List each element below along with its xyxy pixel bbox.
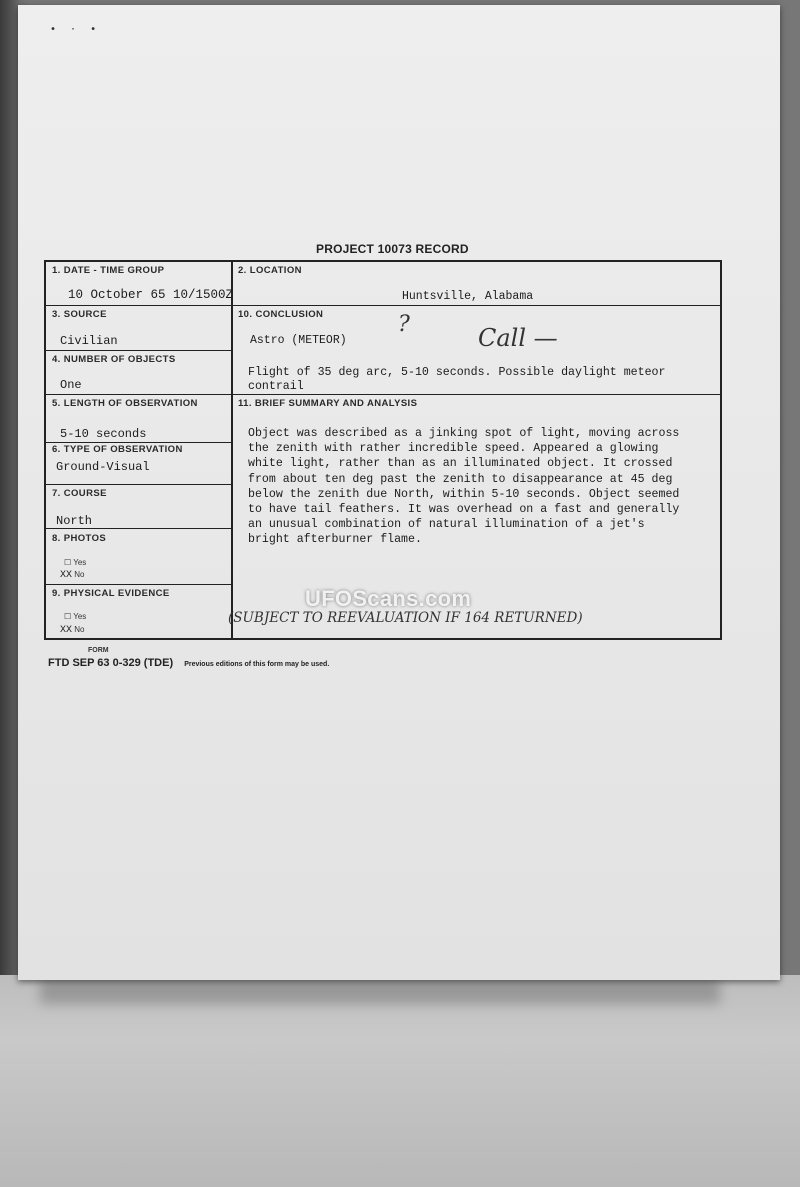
previous-editions-note: Previous editions of this form may be used. <box>184 661 330 668</box>
type-of-observation-value: Ground-Visual <box>56 460 150 474</box>
form-title: PROJECT 10073 RECORD <box>316 242 469 256</box>
source-value: Civilian <box>60 334 118 348</box>
summary-line: Object was described as a jinking spot of light, moving across <box>248 427 680 440</box>
conclusion-value: Astro (METEOR) <box>250 334 347 347</box>
handwritten-call-note: Call — <box>478 324 558 352</box>
column-divider <box>231 262 233 638</box>
photos-yes-label: Yes <box>73 558 87 567</box>
photos-no-option <box>60 570 84 581</box>
physical-evidence-no-option <box>60 625 84 636</box>
conclusion-detail-line1: Flight of 35 deg arc, 5-10 seconds. Possible daylight meteor <box>248 366 666 379</box>
length-of-observation-label: 5. LENGTH OF OBSERVATION <box>52 398 198 409</box>
photos-yes-option <box>64 558 86 567</box>
date-time-group-label: 1. DATE - TIME GROUP <box>52 265 165 276</box>
form-identifier: FTD SEP 63 0-329 (TDE) <box>48 657 174 669</box>
summary-line: below the zenith due North, within 5-10 seconds. Object seemed <box>248 487 680 501</box>
row-divider <box>46 528 232 529</box>
summary-line: from about ten deg past the zenith to disappearance at 45 deg <box>248 472 673 486</box>
summary-line: to have tail feathers. It was overhead on a fast and generally <box>248 503 680 517</box>
row-divider <box>46 484 232 485</box>
summary-line: the zenith with rather incredible speed. Appeared a glowing <box>248 442 659 456</box>
physical-evidence-yes-option <box>64 612 86 621</box>
row-divider <box>46 394 720 395</box>
brief-summary-text <box>248 426 728 548</box>
photos-no-mark: XX <box>60 570 73 581</box>
row-divider <box>46 350 232 351</box>
date-time-group-value: 10 October 65 10/1500Z <box>68 288 234 302</box>
handwritten-reevaluation-note: (SUBJECT TO REEVALUATION IF 164 RETURNED) <box>228 610 583 626</box>
type-of-observation-label: 6. TYPE OF OBSERVATION <box>52 444 183 455</box>
checkbox-icon: ☐ <box>64 558 72 567</box>
row-divider <box>46 584 232 585</box>
speck-marks: • · • <box>50 24 101 35</box>
summary-line: an unusual combination of natural illumination of a jet's <box>248 518 645 532</box>
location-label: 2. LOCATION <box>238 265 302 276</box>
brief-summary-label: 11. BRIEF SUMMARY AND ANALYSIS <box>238 398 418 409</box>
photos-no-label: No <box>74 570 85 579</box>
physical-evidence-no-mark: XX <box>60 625 73 636</box>
length-of-observation-value: 5-10 seconds <box>60 427 147 441</box>
row-divider <box>46 305 720 306</box>
row-divider <box>46 442 232 443</box>
summary-line: bright afterburner flame. <box>248 533 422 547</box>
physical-evidence-no-label: No <box>74 625 85 634</box>
number-of-objects-label: 4. NUMBER OF OBJECTS <box>52 354 176 365</box>
checkbox-icon: ☐ <box>64 612 72 621</box>
watermark: UFOScans.com <box>305 586 472 611</box>
photos-label: 8. PHOTOS <box>52 533 107 544</box>
summary-line: white light, rather than as an illuminated object. It crossed <box>248 457 673 471</box>
location-value: Huntsville, Alabama <box>402 290 534 303</box>
physical-evidence-yes-label: Yes <box>73 612 87 621</box>
course-value: North <box>56 514 93 528</box>
footer-form-word: FORM <box>88 647 109 654</box>
course-label: 7. COURSE <box>52 488 107 499</box>
conclusion-detail-line2: contrail <box>248 380 304 393</box>
sheet-shadow <box>40 978 720 1004</box>
photo-backdrop-surface <box>0 975 800 1187</box>
physical-evidence-label: 9. PHYSICAL EVIDENCE <box>52 588 170 599</box>
handwritten-question-mark: ? <box>398 312 410 337</box>
source-label: 3. SOURCE <box>52 309 107 320</box>
conclusion-label: 10. CONCLUSION <box>238 309 324 320</box>
footer <box>48 657 329 669</box>
number-of-objects-value: One <box>60 378 82 392</box>
